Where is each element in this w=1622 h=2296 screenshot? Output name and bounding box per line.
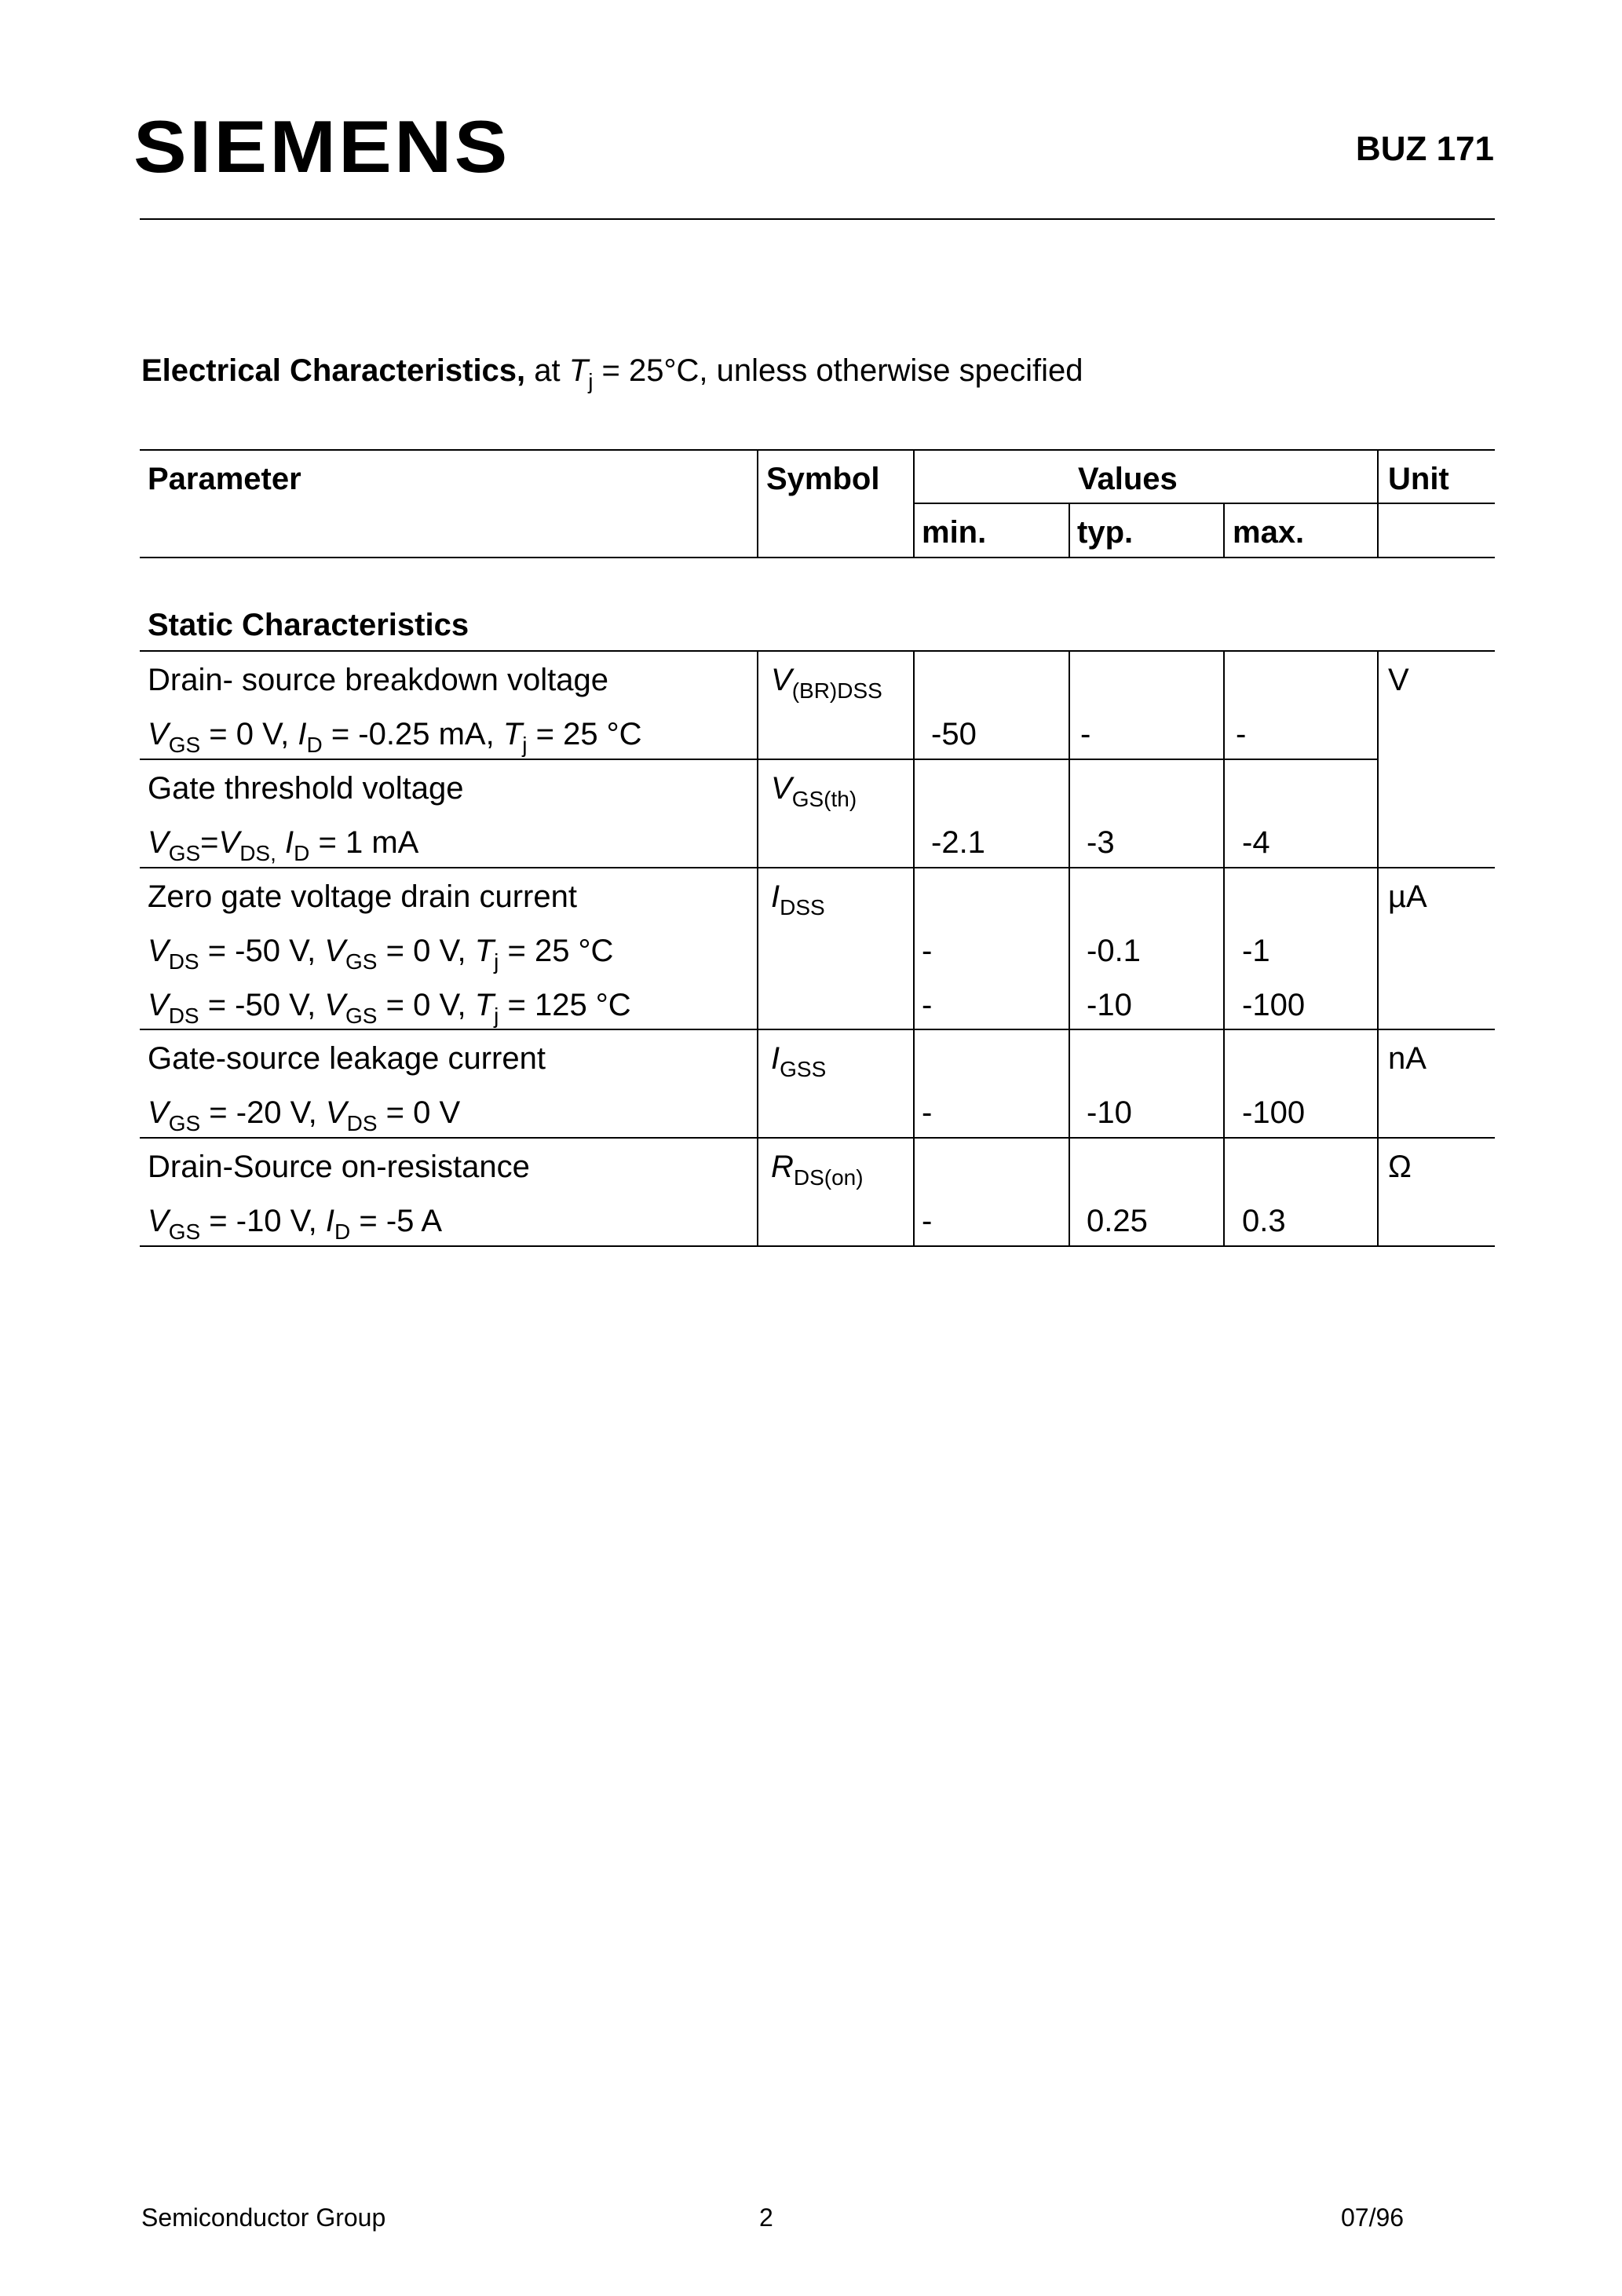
- row-symbol: [771, 771, 857, 811]
- row-param: Gate-source leakage current: [148, 1041, 546, 1076]
- row-max: -: [1236, 717, 1247, 751]
- row-max: -4: [1242, 825, 1270, 860]
- vrule-header-unit: [1377, 449, 1379, 558]
- header-unit: Unit: [1388, 462, 1449, 496]
- row-unit: µA: [1388, 879, 1427, 914]
- section-title: Static Characteristics: [148, 608, 469, 642]
- header-parameter: Parameter: [148, 462, 301, 496]
- header-bottom-rule: [140, 557, 1495, 558]
- symbol-sub: GS(th): [791, 786, 857, 811]
- row-min: -2.1: [931, 825, 985, 860]
- header-typ: typ.: [1077, 515, 1134, 550]
- row-condition: $V_{DS} = -50$ V, $V_{GS} = 0$ V, $T_j = 25$ °C: [148, 934, 614, 974]
- row-max: -100: [1242, 988, 1306, 1022]
- section-rule: [140, 650, 1495, 652]
- header-symbol: Symbol: [766, 462, 880, 496]
- row-symbol: [771, 663, 882, 703]
- values-subheader-rule: [913, 503, 1495, 504]
- row-min: -: [922, 934, 933, 968]
- header-rule: [140, 218, 1495, 220]
- row-symbol: [771, 879, 825, 919]
- symbol-main: R: [771, 1150, 794, 1184]
- vrule-body-max: [1223, 650, 1225, 1247]
- symbol-sub: (BR)DSS: [791, 678, 882, 703]
- symbol-main: I: [771, 1041, 780, 1076]
- symbol-sub: GSS: [780, 1056, 827, 1081]
- row-rule-2: [140, 867, 1495, 868]
- row-min: -50: [931, 717, 977, 751]
- row-rule-4: [140, 1137, 1495, 1139]
- row-condition: $V_{GS} = -10$ V, $I_D = -5$ A: [148, 1204, 443, 1244]
- row-min: -: [922, 988, 933, 1022]
- row-typ: -: [1080, 717, 1091, 751]
- row-condition: $V_{DS} = -50$ V, $V_{GS} = 0$ V, $T_j = 125$ °C: [148, 988, 631, 1028]
- part-number: BUZ 171: [1355, 130, 1494, 168]
- row-typ: -10: [1087, 1095, 1132, 1130]
- header-min: min.: [922, 515, 987, 550]
- row-symbol: [771, 1150, 864, 1190]
- row-rule-1: [140, 759, 1379, 760]
- symbol-sub: DS(on): [793, 1164, 864, 1190]
- heading-tj-sub: j: [588, 368, 594, 393]
- row-unit: Ω: [1388, 1150, 1412, 1184]
- heading-at: at: [525, 353, 569, 388]
- header-values: Values: [1078, 462, 1178, 496]
- footer-date: 07/96: [1341, 2203, 1405, 2232]
- row-max: -100: [1242, 1095, 1306, 1130]
- heading-bold: Electrical Characteristics,: [141, 353, 526, 388]
- row-condition: $V_{GS} = 0$ V, $I_D = -0.25$ mA, $T_j = 25$ °C: [148, 717, 642, 757]
- row-param: Drain-Source on-resistance: [148, 1150, 530, 1184]
- symbol-main: I: [771, 879, 780, 914]
- symbol-sub: DSS: [780, 894, 825, 919]
- symbol-main: V: [771, 771, 792, 806]
- section-heading: [141, 352, 1083, 393]
- row-max: 0.3: [1242, 1204, 1286, 1238]
- vrule-body-min: [913, 650, 915, 1247]
- row-param: Zero gate voltage drain current: [148, 879, 577, 914]
- table-top-rule: [140, 449, 1495, 451]
- vrule-header-typ: [1069, 503, 1070, 558]
- symbol-main: V: [771, 663, 792, 697]
- row-param: Gate threshold voltage: [148, 771, 464, 806]
- row-unit: nA: [1388, 1041, 1427, 1076]
- row-param: Drain- source breakdown voltage: [148, 663, 608, 697]
- vrule-header-symbol: [757, 449, 758, 558]
- footer-group: Semiconductor Group: [141, 2203, 386, 2232]
- row-unit: V: [1388, 663, 1409, 697]
- siemens-logo: SIEMENS: [133, 105, 510, 188]
- row-typ: 0.25: [1087, 1204, 1148, 1238]
- vrule-header-values: [913, 449, 915, 558]
- row-min: -: [922, 1204, 933, 1238]
- row-typ: -3: [1087, 825, 1115, 860]
- row-symbol: [771, 1041, 827, 1081]
- row-condition: $V_{GS}=V_{DS,}$ $I_D = 1$ mA: [148, 825, 419, 865]
- footer-page-number: 2: [759, 2203, 773, 2232]
- row-max: -1: [1242, 934, 1270, 968]
- header-max: max.: [1233, 515, 1305, 550]
- vrule-body-unit: [1377, 650, 1379, 1247]
- vrule-body-symbol: [757, 650, 758, 1247]
- row-min: -: [922, 1095, 933, 1130]
- vrule-header-max: [1223, 503, 1225, 558]
- row-condition: $V_{GS} = -20$ V, $V_{DS} = 0$ V: [148, 1095, 461, 1135]
- row-rule-3: [140, 1029, 1495, 1030]
- heading-tj: T: [568, 353, 589, 388]
- table-bottom-rule: [140, 1245, 1495, 1247]
- heading-rest: = 25°C, unless otherwise specified: [593, 353, 1083, 388]
- row-typ: -10: [1087, 988, 1132, 1022]
- vrule-body-typ: [1069, 650, 1070, 1247]
- row-typ: -0.1: [1087, 934, 1141, 968]
